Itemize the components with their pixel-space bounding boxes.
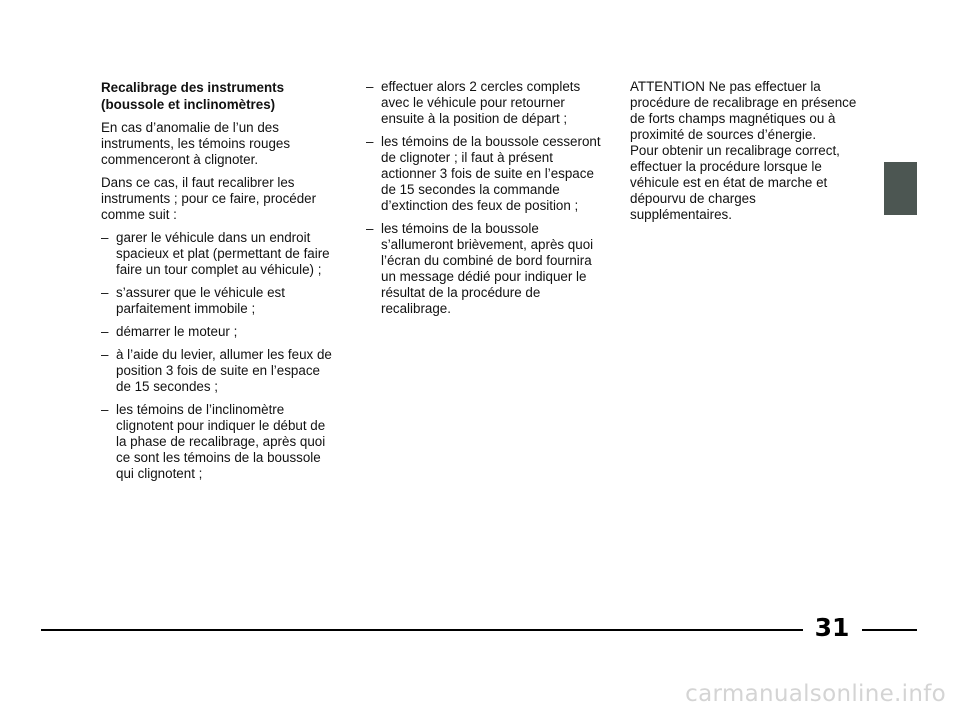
list-item: [101, 324, 337, 340]
section-tab-marker: [884, 162, 917, 215]
list-item: [366, 221, 602, 317]
dash-bullet: –: [101, 347, 109, 362]
dash-bullet: –: [101, 285, 109, 300]
footer-rule-right: [862, 629, 917, 631]
procedure-steps-list: [101, 230, 337, 482]
list-item-text: effectuer alors 2 cercles complets avec le véhicule pour retourner ensuite à la position de départ ;: [381, 79, 581, 126]
list-item: [101, 402, 337, 482]
list-item-text: s’assurer que le véhicule est parfaitement immobile ;: [116, 285, 285, 316]
column-1: [101, 79, 337, 489]
dash-bullet: –: [366, 79, 374, 94]
section-heading: Recalibrage des instruments (boussole et inclinomètres): [101, 80, 285, 112]
attention-note-continued: Pour obtenir un recalibrage correct, effectuer la procédure lorsque le véhicule est en état de marche et dépourvu de charges supplémentaires.: [630, 143, 840, 222]
list-item-text: démarrer le moteur ;: [116, 324, 238, 339]
procedure-steps-list-continued: [366, 79, 602, 317]
list-item-text: les témoins de la boussole cesseront de clignoter ; il faut à présent actionner 3 fois de suite en l’espace de 15 secondes la commande d’extinction des feux de position ;: [381, 134, 601, 213]
column-2: [366, 79, 602, 324]
dash-bullet: –: [366, 221, 374, 236]
list-item: [366, 134, 602, 214]
page-number: 31: [814, 613, 850, 642]
list-item-text: les témoins de l’inclinomètre clignotent pour indiquer le début de la phase de recalibrage, après quoi ce sont les témoins de la boussole qui clignotent ;: [116, 402, 326, 481]
dash-bullet: –: [101, 324, 109, 339]
footer-rule-left: [41, 629, 803, 631]
dash-bullet: –: [101, 402, 109, 417]
column-3: [630, 79, 860, 223]
watermark: carmanualsonline.info: [685, 681, 946, 707]
list-item: [101, 347, 337, 395]
attention-note: ATTENTION Ne pas effectuer la procédure de recalibrage en présence de forts champs magnétiques ou à proximité de sources d’énergie.: [630, 79, 857, 142]
list-item: [101, 230, 337, 278]
dash-bullet: –: [366, 134, 374, 149]
paragraph-procedure-intro: Dans ce cas, il faut recalibrer les instruments ; pour ce faire, procéder comme suit :: [101, 175, 317, 222]
dash-bullet: –: [101, 230, 109, 245]
list-item-text: garer le véhicule dans un endroit spacieux et plat (permettant de faire faire un tour complet au véhicule) ;: [116, 230, 330, 277]
paragraph-anomaly: En cas d’anomalie de l’un des instruments, les témoins rouges commenceront à clignoter.: [101, 120, 291, 167]
list-item: [366, 79, 602, 127]
list-item-text: les témoins de la boussole s’allumeront brièvement, après quoi l’écran du combiné de bord fournira un message dédié pour indiquer le résultat de la procédure de recalibrage.: [381, 221, 594, 316]
list-item-text: à l’aide du levier, allumer les feux de position 3 fois de suite en l’espace de 15 secondes ;: [116, 347, 332, 394]
list-item: [101, 285, 337, 317]
